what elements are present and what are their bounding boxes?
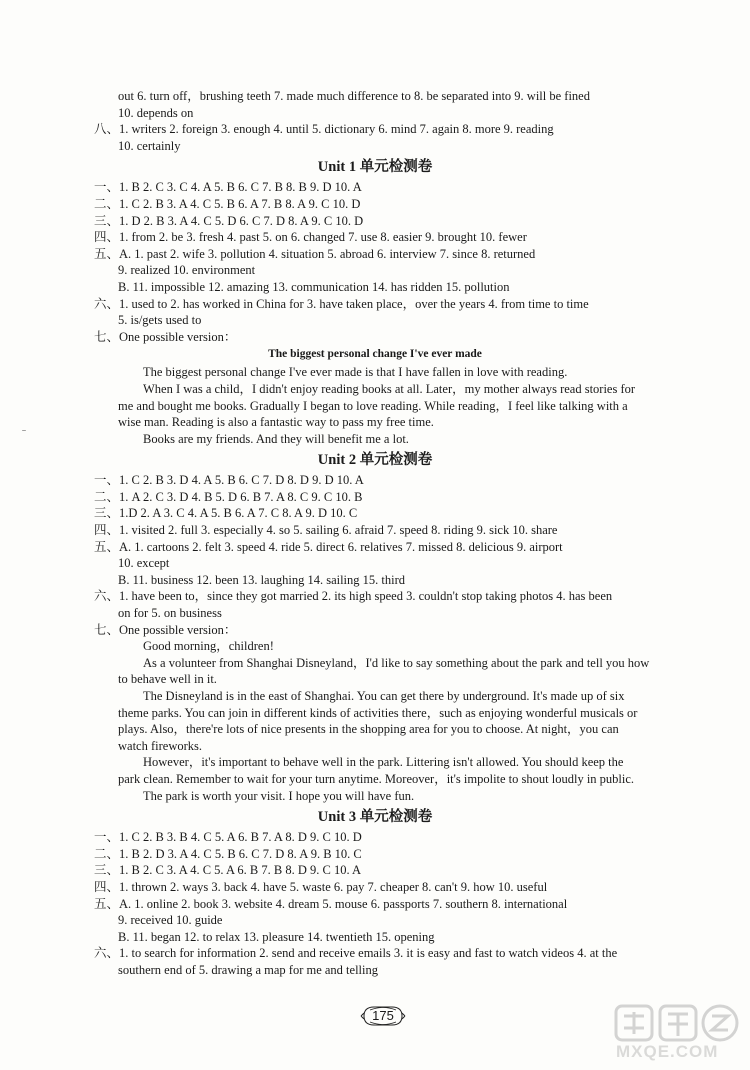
unit-2-title: Unit 2 单元检测卷 [317, 452, 433, 469]
page-number-badge [360, 1004, 406, 1028]
answer-line: 三、1.D 2. A 3. C 4. A 5. B 6. A 7. C 8. A 9. D 10. C [94, 506, 358, 521]
unit-1-title: Unit 1 单元检测卷 [317, 159, 433, 176]
essay-line: When I was a child，I didn't enjoy reading books at all. Later，my mother always read stories for [143, 381, 636, 396]
answer-line: 9. realized 10. environment [118, 263, 256, 278]
answer-line: 10. except [118, 556, 170, 571]
essay-line: wise man. Reading is also a fantastic way to pass my free time. [118, 415, 434, 430]
answer-line: B. 11. impossible 12. amazing 13. communication 14. has ridden 15. pollution [118, 279, 510, 294]
essay-title: The biggest personal change I've ever made [268, 348, 482, 361]
answer-line: 五、A. 1. past 2. wife 3. pollution 4. situation 5. abroad 6. interview 7. since 8. returned [94, 246, 536, 261]
answer-line: southern end of 5. drawing a map for me and telling [118, 962, 378, 977]
essay-line: me and bought me books. Gradually I began to love reading. While reading，I feel like talking with a [118, 398, 628, 413]
answer-line: B. 11. began 12. to relax 13. pleasure 14. twentieth 15. opening [118, 929, 435, 944]
answer-line: 三、1. D 2. B 3. A 4. C 5. D 6. C 7. D 8. A 9. C 10. D [94, 213, 364, 228]
text-line: 八、1. writers 2. foreign 3. enough 4. until 5. dictionary 6. mind 7. again 8. more 9. reading [94, 122, 554, 137]
answer-line: 六、1. to search for information 2. send and receive emails 3. it is easy and fast to watch videos 4. at the [94, 946, 618, 961]
essay-line: The park is worth your visit. I hope you will have fun. [143, 788, 415, 803]
answer-line: 五、A. 1. online 2. book 3. website 4. dream 5. mouse 6. passports 7. southern 8. international [94, 896, 568, 911]
answer-line: B. 11. business 12. been 13. laughing 14. sailing 15. third [118, 572, 406, 587]
answer-line: 5. is/gets used to [118, 313, 202, 328]
essay-line: theme parks. You can join in different kinds of activities there，such as enjoying wonderful musicals or [118, 705, 638, 720]
answer-line: 一、1. C 2. B 3. B 4. C 5. A 6. B 7. A 8. D 9. C 10. D [94, 830, 362, 845]
answer-line: 五、A. 1. cartoons 2. felt 3. speed 4. ride 5. direct 6. relatives 7. missed 8. delicious 9. airport [94, 539, 563, 554]
answer-line: 三、1. B 2. C 3. A 4. C 5. A 6. B 7. B 8. D 9. C 10. A [94, 863, 362, 878]
answer-line: 六、1. have been to，since they got married 2. its high speed 3. couldn't stop taking photos 4. has been [94, 589, 613, 604]
answer-line: 二、1. B 2. D 3. A 4. C 5. B 6. C 7. D 8. A 9. B 10. C [94, 846, 362, 861]
answer-line: 四、1. thrown 2. ways 3. back 4. have 5. waste 6. pay 7. cheaper 8. can't 9. how 10. useful [94, 879, 548, 894]
answer-line: 七、One possible version： [94, 329, 237, 344]
essay-line: Good morning，children! [143, 639, 274, 654]
answer-line: 四、1. visited 2. full 3. especially 4. so 5. sailing 6. afraid 7. speed 8. riding 9. sick 10. share [94, 523, 558, 538]
answer-line: 一、1. B 2. C 3. C 4. A 5. B 6. C 7. B 8. B 9. D 10. A [94, 180, 362, 195]
answer-line: 二、1. C 2. B 3. A 4. C 5. B 6. A 7. B 8. A 9. C 10. D [94, 196, 361, 211]
watermark-logo-icon [598, 1000, 748, 1046]
margin-mark: ˉ [22, 426, 26, 440]
page-number: 175 [372, 1008, 394, 1023]
answer-line: 七、One possible version： [94, 622, 237, 637]
answer-line: 四、1. from 2. be 3. fresh 4. past 5. on 6. changed 7. use 8. easier 9. brought 10. fewer [94, 230, 527, 245]
text-line: 10. depends on [118, 105, 194, 120]
answer-line: 9. received 10. guide [118, 913, 223, 928]
watermark [598, 1000, 748, 1066]
essay-line: watch fireworks. [118, 738, 202, 753]
essay-line: However，it's important to behave well in the park. Littering isn't allowed. You should keep the [143, 755, 624, 770]
answer-line: 二、1. A 2. C 3. D 4. B 5. D 6. B 7. A 8. C 9. C 10. B [94, 489, 363, 504]
essay-line: plays. Also，there're lots of nice presents in the shopping area for you to choose. At night，you can [118, 722, 619, 737]
answer-line: 六、1. used to 2. has worked in China for 3. have taken place，over the years 4. from time to time [94, 296, 589, 311]
essay-line: The Disneyland is in the east of Shanghai. You can get there by underground. It's made up of six [143, 689, 625, 703]
text-line: 10. certainly [118, 138, 181, 153]
essay-line: park clean. Remember to wait for your turn anytime. Moreover，it's impolite to shout loudly in public. [118, 771, 635, 786]
answer-line: 一、1. C 2. B 3. D 4. A 5. B 6. C 7. D 8. D 9. D 10. A [94, 473, 364, 488]
essay-line: to behave well in it. [118, 672, 217, 687]
text-line: out 6. turn off，brushing teeth 7. made much difference to 8. be separated into 9. will be fined [118, 89, 590, 103]
watermark-text: MXQE.COM [616, 1042, 719, 1061]
essay-line: The biggest personal change I've ever made is that I have fallen in love with reading. [143, 365, 568, 380]
answer-line: on for 5. on business [118, 606, 222, 621]
answer-page [0, 88, 750, 979]
essay-line: Books are my friends. And they will benefit me a lot. [143, 431, 409, 446]
unit-3-title: Unit 3 单元检测卷 [317, 809, 433, 826]
essay-line: As a volunteer from Shanghai Disneyland，I'd like to say something about the park and tell you how [143, 655, 650, 670]
